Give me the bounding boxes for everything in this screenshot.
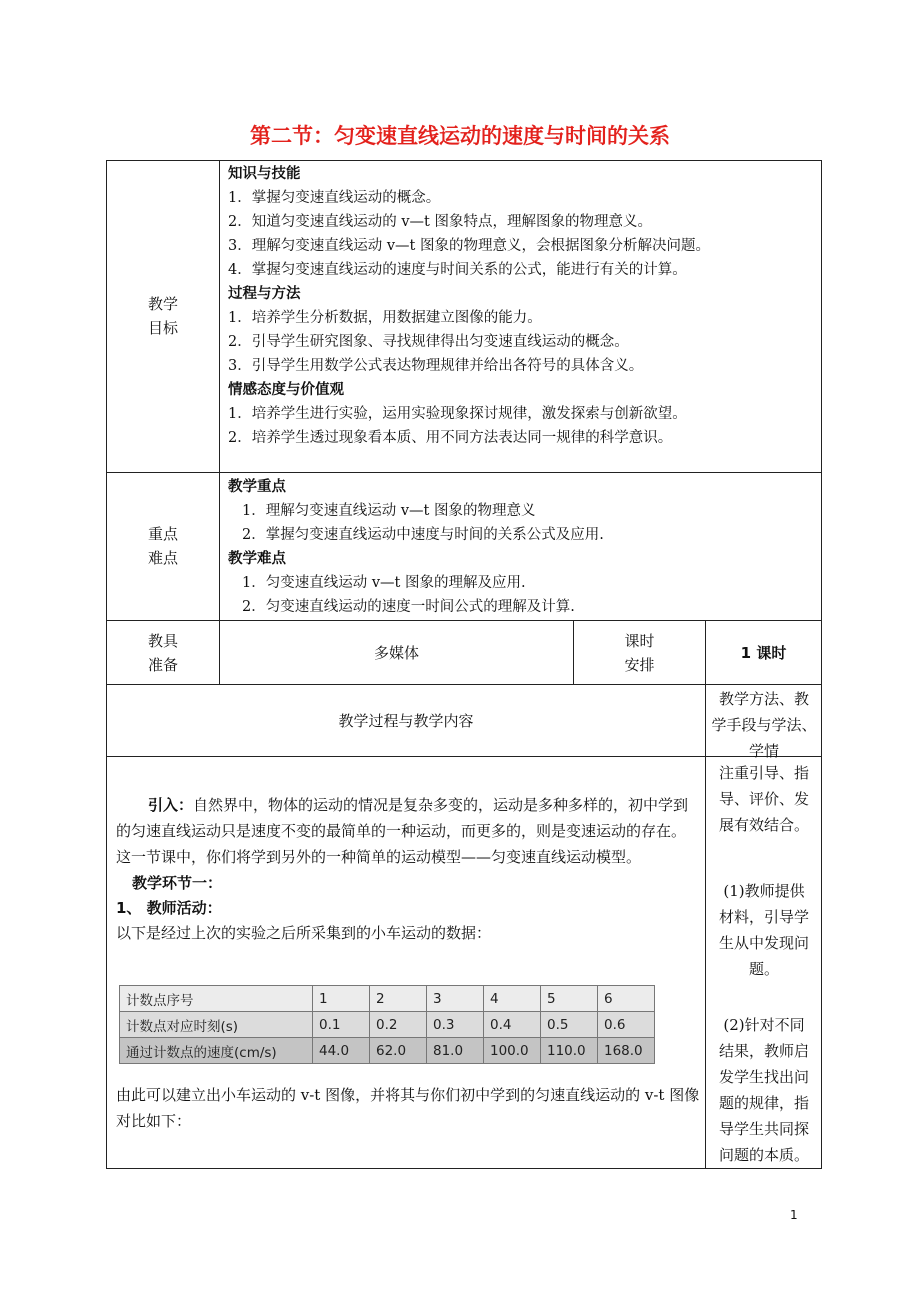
intro-text: 自然界中，物体的运动的情况是复杂多变的，运动是多种多样的，初中学到的匀速直线运动只是速度不变的最简单的一种运动，而更多的，则是变速运动的存在。这一节课中，你们将学到另外的一种简单的运动模型——匀变速直线运动模型。 (116, 796, 689, 866)
table-cell: 168.0 (598, 1038, 655, 1064)
intro-paragraph (116, 792, 700, 870)
rule (219, 160, 220, 685)
table-cell: 1 (313, 986, 370, 1012)
list-item: 1．掌握匀变速直线运动的概念。 (228, 190, 441, 206)
note-line: 题。 (748, 960, 779, 978)
intro-label: 引入： (148, 796, 194, 814)
rule (106, 472, 822, 473)
table-cell: 81.0 (427, 1038, 484, 1064)
segment-heading: 教学环节一： (132, 874, 223, 892)
data-intro: 以下是经过上次的实验之后所采集到的小车运动的数据： (116, 924, 492, 942)
table-row (120, 1012, 655, 1038)
table-cell: 62.0 (370, 1038, 427, 1064)
tools-label-line1: 教具 (147, 631, 178, 650)
list-item: 1．理解匀变速直线运动 v—t 图象的物理意义 (242, 503, 536, 519)
table-cell: 0.5 (541, 1012, 598, 1038)
keypoints-label (107, 520, 219, 572)
process-header-left: 教学过程与教学内容 (338, 711, 474, 730)
data-table (119, 985, 655, 1064)
list-item: 1．培养学生进行实验，运用实验现象探讨规律，激发探索与创新欲望。 (228, 406, 687, 422)
tools-label-line2: 准备 (147, 655, 178, 674)
list-item: 2．引导学生研究图象、寻找规律得出匀变速直线运动的概念。 (228, 334, 629, 350)
note-line: 结果，教师启 (718, 1042, 809, 1060)
section-heading: 知识与技能 (228, 166, 301, 182)
table-cell: 计数点对应时刻(s) (120, 1012, 313, 1038)
side-note-2 (706, 878, 822, 982)
keypoints-label-line1: 重点 (147, 525, 178, 543)
process-header-right (706, 686, 822, 764)
table-cell: 3 (427, 986, 484, 1012)
list-item: 3．引导学生用数学公式表达物理规律并给出各符号的具体含义。 (228, 358, 644, 374)
table-cell: 2 (370, 986, 427, 1012)
tools-value: 多媒体 (373, 643, 419, 662)
keypoints-label-line2: 难点 (147, 549, 178, 567)
header-line: 教学方法、教 (718, 690, 809, 708)
objectives-label-line1: 教学 (147, 295, 178, 313)
section-heading: 教学重点 (228, 479, 286, 495)
activity-heading: 1、 教师活动： (116, 899, 222, 917)
table-cell: 110.0 (541, 1038, 598, 1064)
section-heading: 过程与方法 (228, 286, 301, 302)
note-line: (2)针对不同 (723, 1016, 805, 1034)
list-item: 1．培养学生分析数据，用数据建立图像的能力。 (228, 310, 542, 326)
side-note-1 (706, 760, 822, 838)
note-line: 题的规律，指 (718, 1094, 809, 1112)
conclusion: 由此可以建立出小车运动的 v-t 图像，并将其与你们初中学到的匀速直线运动的 v-t 图像对比如下： (116, 1086, 700, 1130)
note-line: 发学生找出问 (718, 1068, 809, 1086)
side-note-3 (706, 1012, 822, 1168)
table-cell: 0.6 (598, 1012, 655, 1038)
rule (106, 1168, 822, 1169)
table-cell: 100.0 (484, 1038, 541, 1064)
table-row (120, 1038, 655, 1064)
list-item: 2．掌握匀变速直线运动中速度与时间的关系公式及应用. (242, 527, 604, 543)
list-item: 1．匀变速直线运动 v—t 图象的理解及应用. (242, 575, 526, 591)
page-number: 1 (790, 1208, 798, 1222)
objectives-label (107, 290, 219, 342)
note-line: 生从中发现问 (718, 934, 809, 952)
schedule-value: 1 课时 (740, 643, 787, 662)
table-cell: 5 (541, 986, 598, 1012)
header-line: 学情 (748, 742, 779, 760)
schedule-label-line2: 安排 (624, 655, 655, 674)
section-heading: 情感态度与价值观 (228, 382, 344, 398)
process-body (116, 792, 700, 946)
note-line: 展有效结合。 (718, 816, 809, 834)
header-line: 学手段与学法、 (711, 716, 817, 734)
table-cell: 通过计数点的速度(cm/s) (120, 1038, 313, 1064)
note-line: 材料，引导学 (718, 908, 809, 926)
table-cell: 0.2 (370, 1012, 427, 1038)
list-item: 2．知道匀变速直线运动的 v—t 图象特点，理解图象的物理意义。 (228, 214, 652, 230)
table-cell: 计数点序号 (120, 986, 313, 1012)
note-line: 注重引导、指 (718, 764, 809, 782)
table-row (120, 986, 655, 1012)
tools-label (107, 621, 219, 684)
table-cell: 0.3 (427, 1012, 484, 1038)
list-item: 2．培养学生透过现象看本质、用不同方法表达同一规律的科学意识。 (228, 430, 673, 446)
list-item: 3．理解匀变速直线运动 v—t 图象的物理意义，会根据图象分析解决问题。 (228, 238, 710, 254)
table-cell: 0.4 (484, 1012, 541, 1038)
rule (106, 160, 822, 161)
list-item: 2．匀变速直线运动的速度一时间公式的理解及计算. (242, 599, 575, 615)
note-line: 导、评价、发 (718, 790, 809, 808)
table-cell: 4 (484, 986, 541, 1012)
objectives-content (228, 162, 818, 450)
section-heading: 教学难点 (228, 551, 286, 567)
schedule-label-line1: 课时 (624, 631, 655, 650)
keypoints-content (228, 475, 818, 619)
table-cell: 6 (598, 986, 655, 1012)
table-cell: 44.0 (313, 1038, 370, 1064)
note-line: (1)教师提供 (723, 882, 805, 900)
note-line: 导学生共同探 (718, 1120, 809, 1138)
objectives-label-line2: 目标 (147, 319, 178, 337)
note-line: 问题的本质。 (718, 1146, 809, 1164)
page-title: 第二节：匀变速直线运动的速度与时间的关系 (250, 124, 670, 148)
schedule-label (574, 621, 705, 684)
list-item: 4．掌握匀变速直线运动的速度与时间关系的公式，能进行有关的计算。 (228, 262, 687, 278)
table-cell: 0.1 (313, 1012, 370, 1038)
